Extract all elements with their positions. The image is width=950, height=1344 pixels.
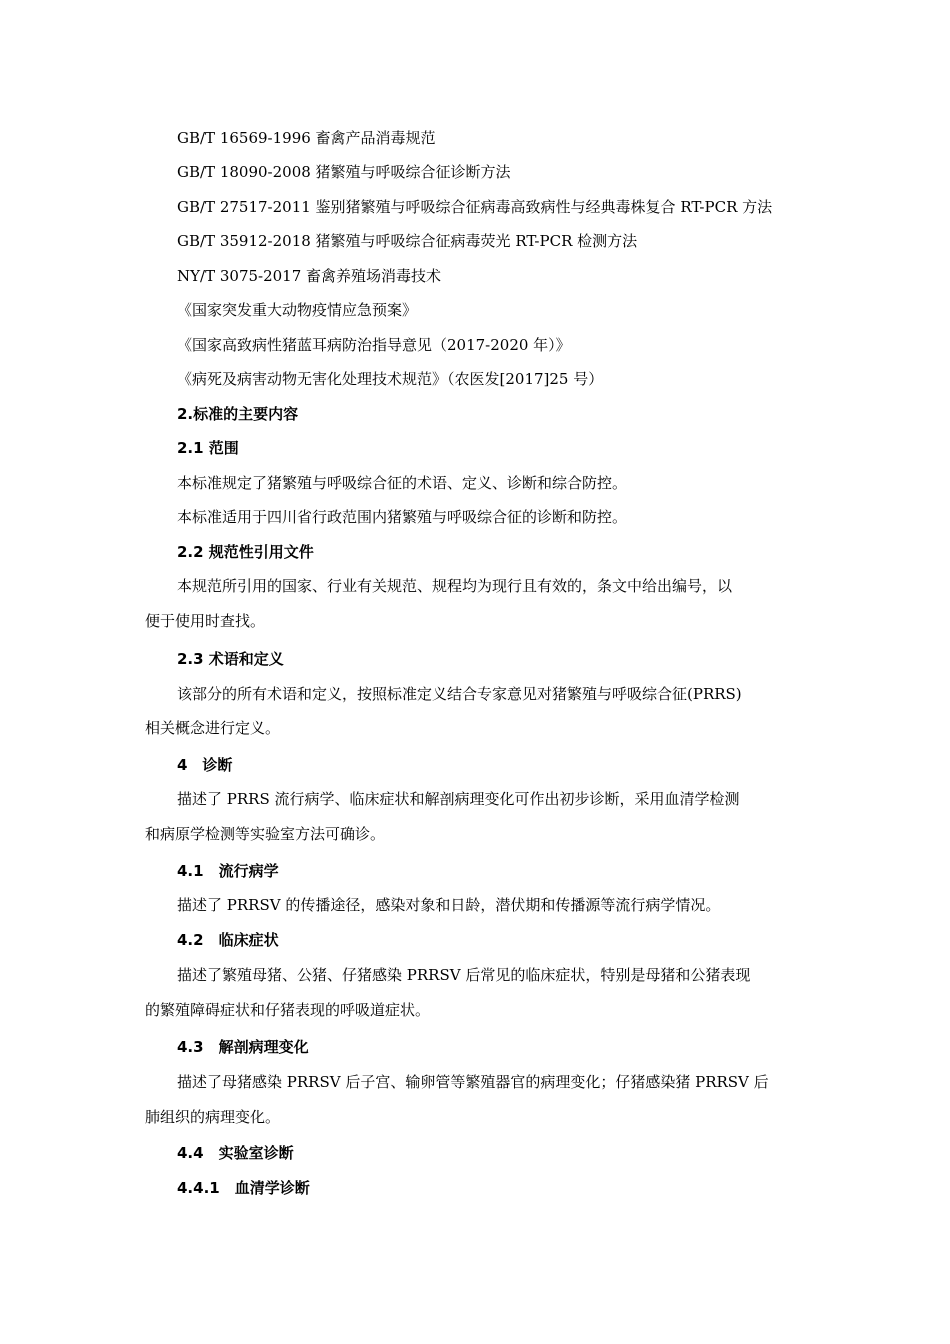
reference-item: GB/T 16569-1996 畜禽产品消毒规范	[177, 129, 436, 147]
reference-item: GB/T 35912-2018 猪繁殖与呼吸综合征病毒荧光 RT-PCR 检测方法	[177, 232, 638, 250]
section-heading-4-4-1: 4.4.1 血清学诊断	[177, 1179, 310, 1197]
paragraph-line: 和病原学检测等实验室方法可确诊。	[145, 825, 386, 843]
paragraph-line: 本标准规定了猪繁殖与呼吸综合征的术语、定义、诊断和综合防控。	[177, 474, 628, 492]
reference-item: GB/T 27517-2011 鉴别猪繁殖与呼吸综合征病毒高致病性与经典毒株复合 RT-PCR 方法	[177, 198, 773, 216]
reference-item: GB/T 18090-2008 猪繁殖与呼吸综合征诊断方法	[177, 163, 511, 181]
paragraph-line: 描述了繁殖母猪、公猪、仔猪感染 PRRSV 后常见的临床症状，特别是母猪和公猪表现	[177, 966, 751, 984]
section-heading-4: 4 诊断	[177, 756, 233, 774]
reference-item: 《病死及病害动物无害化处理技术规范》（农医发[2017]25 号）	[177, 370, 604, 388]
reference-item: NY/T 3075-2017 畜禽养殖场消毒技术	[177, 267, 442, 285]
paragraph-line: 的繁殖障碍症状和仔猪表现的呼吸道症状。	[145, 1001, 431, 1019]
section-heading-4-4: 4.4 实验室诊断	[177, 1144, 294, 1162]
paragraph-line: 描述了母猪感染 PRRSV 后子宫、输卵管等繁殖器官的病理变化；仔猪感染猪 PRRSV 后	[177, 1073, 769, 1091]
reference-item: 《国家突发重大动物疫情应急预案》	[177, 301, 418, 319]
section-heading-4-2: 4.2 临床症状	[177, 931, 279, 949]
section-heading-2-1: 2.1 范围	[177, 439, 239, 457]
paragraph-line: 描述了 PRRSV 的传播途径，感染对象和日龄，潜伏期和传播源等流行病学情况。	[177, 896, 721, 914]
paragraph-line: 便于使用时查找。	[145, 612, 266, 630]
paragraph-line: 该部分的所有术语和定义，按照标准定义结合专家意见对猪繁殖与呼吸综合征(PRRS)	[177, 685, 742, 703]
paragraph-line: 相关概念进行定义。	[145, 719, 281, 737]
reference-item: 《国家高致病性猪蓝耳病防治指导意见（2017-2020 年）》	[177, 336, 571, 354]
section-heading-2-3: 2.3 术语和定义	[177, 650, 284, 668]
paragraph-line: 本标准适用于四川省行政范围内猪繁殖与呼吸综合征的诊断和防控。	[177, 508, 628, 526]
section-heading-4-3: 4.3 解剖病理变化	[177, 1038, 309, 1056]
section-heading-4-1: 4.1 流行病学	[177, 862, 279, 880]
paragraph-line: 描述了 PRRS 流行病学、临床症状和解剖病理变化可作出初步诊断，采用血清学检测	[177, 790, 740, 808]
section-heading-2-2: 2.2 规范性引用文件	[177, 543, 314, 561]
paragraph-line: 肺组织的病理变化。	[145, 1108, 281, 1126]
section-heading-2: 2.标准的主要内容	[177, 405, 299, 423]
paragraph-line: 本规范所引用的国家、行业有关规范、规程均为现行且有效的，条文中给出编号，以	[177, 577, 733, 595]
